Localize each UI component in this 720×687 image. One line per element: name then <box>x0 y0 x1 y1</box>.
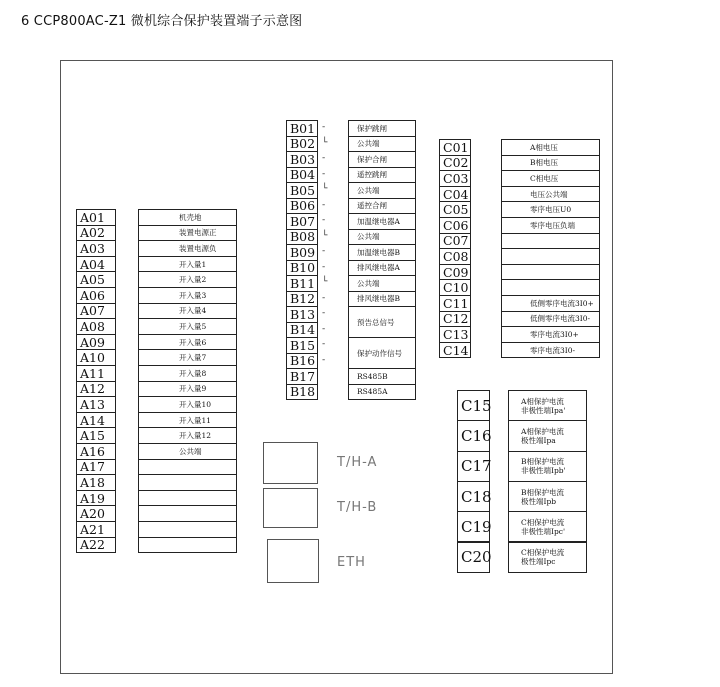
terminal-label: B相电压 <box>501 155 600 172</box>
terminal-label: 零序电流3I0- <box>501 342 600 359</box>
contact-symbol: └ <box>322 137 328 148</box>
terminal-id: B18 <box>286 384 318 401</box>
terminal-id: A12 <box>76 381 116 398</box>
terminal-id: C18 <box>457 481 490 512</box>
terminal-label <box>508 451 587 482</box>
label-line-2: 极性端Ipc <box>521 557 556 567</box>
group-signal-label: 保护动作信号 <box>348 337 416 369</box>
contact-symbol: ‐ <box>322 339 326 349</box>
terminal-label: 零序电压负端 <box>501 217 600 234</box>
terminal-label: 公共端 <box>348 136 416 153</box>
terminal-label: 加温继电器A <box>348 213 416 230</box>
terminal-id: C20 <box>457 542 490 573</box>
terminal-id: B04 <box>286 167 318 184</box>
label-line-2: 非极性端Ipc' <box>521 526 566 536</box>
contact-symbol: └ <box>322 277 328 287</box>
label-line-2: 极性端Ipb <box>521 496 557 506</box>
terminal-label: 遥控跳闸 <box>348 167 416 184</box>
terminal-label <box>138 490 237 507</box>
terminal-label <box>138 505 237 522</box>
label-line-2: 非极性端Ipa' <box>521 405 566 415</box>
terminal-id: B13 <box>286 306 318 323</box>
terminal-id: A08 <box>76 318 116 335</box>
terminal-label: 开入量9 <box>138 381 237 398</box>
terminal-label: 保护跳闸 <box>348 120 416 137</box>
terminal-label: 公共端 <box>348 229 416 246</box>
module-eth-label: ETH <box>337 555 366 570</box>
terminal-label: 电压公共端 <box>501 186 600 203</box>
terminal-label: 装置电源正 <box>138 225 237 242</box>
terminal-label <box>138 474 237 491</box>
terminal-id: A15 <box>76 427 116 444</box>
group-signal-label: 预告总信号 <box>348 306 416 338</box>
terminal-id: C05 <box>439 201 471 218</box>
terminal-id: B07 <box>286 213 318 230</box>
terminal-label <box>138 459 237 476</box>
terminal-id: C15 <box>457 390 490 421</box>
terminal-label <box>508 390 587 421</box>
module-th-a-box <box>263 442 318 484</box>
contact-symbol: ‐ <box>322 354 326 365</box>
contact-symbol: └ <box>322 230 328 241</box>
terminal-id: A03 <box>76 240 116 257</box>
terminal-label: 零序电压U0 <box>501 201 600 218</box>
terminal-label <box>501 279 600 296</box>
terminal-id: B01 <box>286 120 318 137</box>
terminal-id: A19 <box>76 490 116 507</box>
terminal-label <box>501 264 600 281</box>
module-th-b-box <box>263 488 318 528</box>
terminal-label: 开入量10 <box>138 396 237 413</box>
terminal-label: 遥控合闸 <box>348 198 416 215</box>
terminal-label: RS485B <box>348 368 416 385</box>
terminal-label: 保护合闸 <box>348 151 416 168</box>
terminal-label: 开入量7 <box>138 349 237 366</box>
terminal-label: 零序电流3I0+ <box>501 326 600 343</box>
terminal-id: B15 <box>286 337 318 354</box>
terminal-label: 开入量11 <box>138 412 237 429</box>
terminal-id: A07 <box>76 303 116 320</box>
terminal-id: B05 <box>286 182 318 199</box>
contact-symbol: └ <box>322 184 328 194</box>
terminal-id: B10 <box>286 260 318 277</box>
terminal-id: B16 <box>286 353 318 370</box>
terminal-label: 开入量5 <box>138 318 237 335</box>
terminal-id: A22 <box>76 537 116 554</box>
terminal-id: A01 <box>76 209 116 226</box>
terminal-label: 低侧零序电流3I0- <box>501 311 600 328</box>
terminal-label <box>508 542 587 573</box>
terminal-id: B09 <box>286 244 318 261</box>
contact-symbol: ‐ <box>322 122 326 132</box>
terminal-label: 公共端 <box>348 182 416 199</box>
terminal-id: B12 <box>286 291 318 308</box>
terminal-id: C17 <box>457 451 490 482</box>
terminal-label: 低侧零序电流3I0+ <box>501 295 600 312</box>
terminal-id: B03 <box>286 151 318 168</box>
contact-symbol: ‐ <box>322 246 326 256</box>
terminal-label: 开入量12 <box>138 427 237 444</box>
terminal-label: 开入量4 <box>138 303 237 320</box>
terminal-id: A20 <box>76 505 116 522</box>
terminal-label: 公共端 <box>348 275 416 292</box>
label-line-1: C相保护电流 <box>521 517 565 527</box>
terminal-id: B11 <box>286 275 318 292</box>
terminal-label: C相电压 <box>501 170 600 187</box>
terminal-id: C09 <box>439 264 471 281</box>
terminal-label: 开入量8 <box>138 365 237 382</box>
terminal-id: C14 <box>439 342 471 359</box>
page-title: 6 CCP800AC-Z1 微机综合保护装置端子示意图 <box>21 14 303 29</box>
terminal-id: C19 <box>457 511 490 542</box>
terminal-id: B17 <box>286 368 318 385</box>
terminal-id: C03 <box>439 170 471 187</box>
contact-symbol: ‐ <box>322 199 326 210</box>
terminal-label: 开入量6 <box>138 334 237 351</box>
terminal-id: A11 <box>76 365 116 382</box>
label-line-1: A相保护电流 <box>521 426 564 436</box>
terminal-id: A09 <box>76 334 116 351</box>
module-eth-box <box>267 539 319 583</box>
terminal-id: A18 <box>76 474 116 491</box>
terminal-label <box>138 537 237 554</box>
label-line-1: C相保护电流 <box>521 548 565 558</box>
label-line-1: B相保护电流 <box>521 487 565 497</box>
terminal-id: C06 <box>439 217 471 234</box>
terminal-id: C13 <box>439 326 471 343</box>
terminal-label <box>501 233 600 250</box>
terminal-id: B14 <box>286 322 318 339</box>
contact-symbol: ‐ <box>322 261 326 272</box>
terminal-id: A04 <box>76 256 116 273</box>
label-line-2: 极性端Ipa <box>521 435 556 445</box>
terminal-id: A16 <box>76 443 116 460</box>
terminal-id: C10 <box>439 279 471 296</box>
contact-symbol: ‐ <box>322 308 326 318</box>
label-line-2: 非极性端Ipb' <box>521 466 566 476</box>
terminal-id: C01 <box>439 139 471 156</box>
terminal-label <box>508 481 587 512</box>
terminal-label <box>508 420 587 451</box>
label-line-1: B相保护电流 <box>521 457 565 467</box>
terminal-id: C08 <box>439 248 471 265</box>
contact-symbol: ‐ <box>322 153 326 163</box>
terminal-label <box>501 248 600 265</box>
module-th-a-label: T/H-A <box>337 455 378 470</box>
terminal-id: A13 <box>76 396 116 413</box>
terminal-label <box>508 511 587 542</box>
terminal-id: A14 <box>76 412 116 429</box>
label-line-1: A相保护电流 <box>521 396 564 406</box>
terminal-id: A02 <box>76 225 116 242</box>
terminal-id: C16 <box>457 420 490 451</box>
terminal-label: 机壳地 <box>138 209 237 226</box>
terminal-id: A10 <box>76 349 116 366</box>
terminal-id: C12 <box>439 311 471 328</box>
terminal-id: A05 <box>76 271 116 288</box>
terminal-label: 装置电源负 <box>138 240 237 257</box>
terminal-label: 公共端 <box>138 443 237 460</box>
terminal-id: C04 <box>439 186 471 203</box>
terminal-label: 开入量3 <box>138 287 237 304</box>
terminal-label: 排风继电器A <box>348 260 416 277</box>
contact-symbol: ‐ <box>322 215 326 225</box>
contact-symbol: ‐ <box>322 168 326 179</box>
terminal-id: A17 <box>76 459 116 476</box>
terminal-id: C07 <box>439 233 471 250</box>
contact-symbol: ‐ <box>322 323 326 334</box>
terminal-label: A相电压 <box>501 139 600 156</box>
terminal-label: 排风继电器B <box>348 291 416 308</box>
terminal-label: RS485A <box>348 384 416 401</box>
terminal-id: C02 <box>439 155 471 172</box>
terminal-id: A21 <box>76 521 116 538</box>
contact-symbol: ‐ <box>322 292 326 303</box>
terminal-label: 开入量2 <box>138 271 237 288</box>
module-th-b-label: T/H-B <box>337 500 378 515</box>
terminal-label <box>138 521 237 538</box>
terminal-id: B02 <box>286 136 318 153</box>
terminal-id: A06 <box>76 287 116 304</box>
terminal-id: C11 <box>439 295 471 312</box>
terminal-label: 开入量1 <box>138 256 237 273</box>
terminal-id: B08 <box>286 229 318 246</box>
terminal-id: B06 <box>286 198 318 215</box>
terminal-label: 加温继电器B <box>348 244 416 261</box>
